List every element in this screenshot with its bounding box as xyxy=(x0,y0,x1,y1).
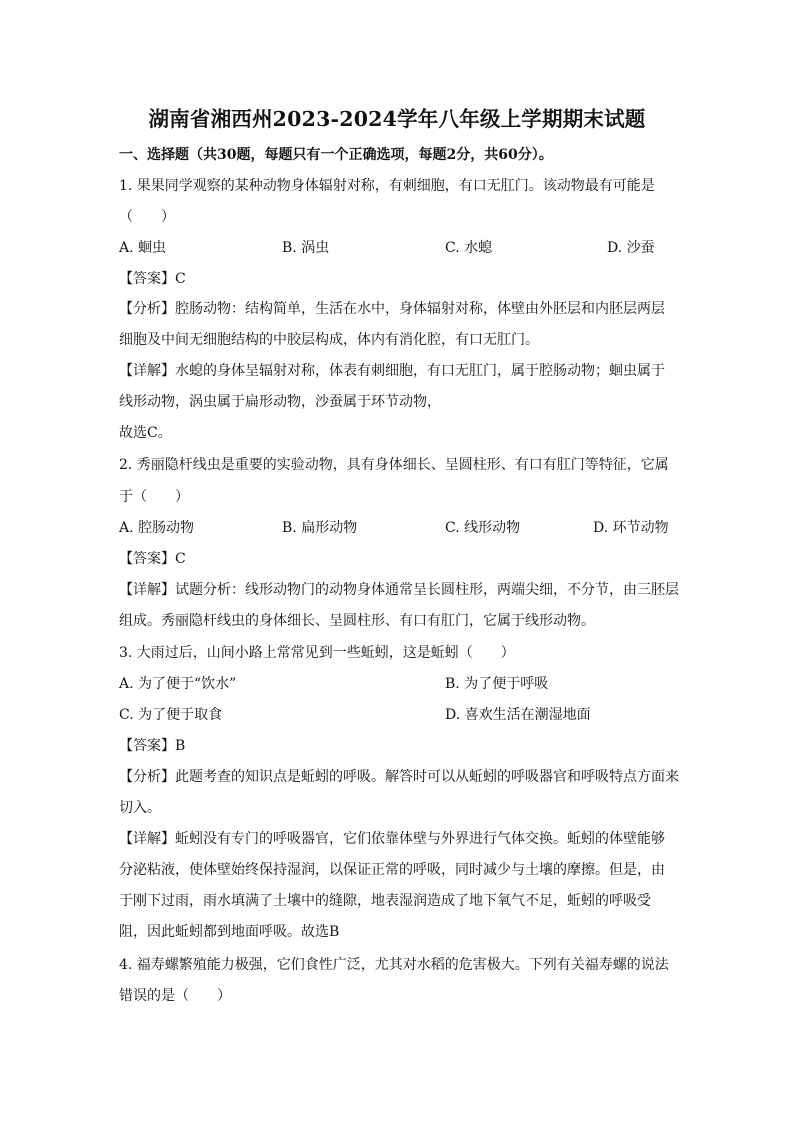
question-3-detail-line-2: 分泌粘液，使体壁始终保持湿润，以保证正常的呼吸，同时减少与土壤的摩擦。但是，由 xyxy=(119,862,665,878)
question-2-answer: 【答案】C xyxy=(119,551,186,567)
question-2-option-d: D. 环节动物 xyxy=(593,520,669,536)
question-4-stem-line-1: 4. 福寿螺繁殖能力极强，它们食性广泛，尤其对水稻的危害极大。下列有关福寿螺的说法 xyxy=(119,957,669,973)
question-3-option-b: B. 为了便于呼吸 xyxy=(445,676,549,692)
question-1-detail-line-3: 故选C。 xyxy=(119,425,172,441)
question-1-option-d: D. 沙蚕 xyxy=(607,240,655,256)
question-1-stem-line-2: （ ） xyxy=(119,209,175,225)
question-3-option-d: D. 喜欢生活在潮湿地面 xyxy=(445,707,591,723)
question-2-detail-line-2: 组成。秀丽隐杆线虫的身体细长、呈圆柱形、有口有肛门，它属于线形动物。 xyxy=(119,613,595,629)
question-3-detail-line-4: 阻，因此蚯蚓都到地面呼吸。故选B xyxy=(119,924,340,940)
question-1-detail-line-2: 线形动物，涡虫属于扁形动物，沙蚕属于环节动物， xyxy=(119,394,441,410)
question-3-option-a: A. 为了便于“饮水” xyxy=(119,676,237,692)
question-1-option-a: A. 蛔虫 xyxy=(119,240,167,256)
question-1-option-c: C. 水螅 xyxy=(445,240,493,256)
question-3-detail-line-1: 【详解】蚯蚓没有专门的呼吸器官，它们依靠体壁与外界进行气体交换。蚯蚓的体壁能够 xyxy=(119,831,665,847)
question-1-answer: 【答案】C xyxy=(119,271,186,287)
question-2-detail-line-1: 【详解】试题分析：线形动物门的动物身体通常呈长圆柱形，两端尖细，不分节，由三胚层 xyxy=(119,582,679,598)
question-2-option-a: A. 腔肠动物 xyxy=(119,520,195,536)
question-1-detail-line-1: 【详解】水螅的身体呈辐射对称，体表有刺细胞，有口无肛门，属于腔肠动物；蛔虫属于 xyxy=(119,363,665,379)
question-3-stem: 3. 大雨过后，山间小路上常常见到一些蚯蚓，这是蚯蚓（ ） xyxy=(119,645,515,661)
question-3-analysis-line-1: 【分析】此题考查的知识点是蚯蚓的呼吸。解答时可以从蚯蚓的呼吸器官和呼吸特点方面来 xyxy=(119,769,679,785)
question-3-answer: 【答案】B xyxy=(119,738,186,754)
question-1-analysis-line-1: 【分析】腔肠动物：结构简单，生活在水中，身体辐射对称，体壁由外胚层和内胚层两层 xyxy=(119,301,665,317)
question-2-option-b: B. 扁形动物 xyxy=(282,520,358,536)
question-3-detail-line-3: 于刚下过雨，雨水填满了土壤中的缝隙，地表湿润造成了地下氧气不足，蚯蚓的呼吸受 xyxy=(119,893,651,909)
question-1-stem-line-1: 1. 果果同学观察的某种动物身体辐射对称，有刺细胞，有口无肛门。该动物最有可能是 xyxy=(119,178,655,194)
question-1-analysis-line-2: 细胞及中间无细胞结构的中胶层构成，体内有消化腔，有口无肛门。 xyxy=(119,332,539,348)
question-2-option-c: C. 线形动物 xyxy=(445,520,521,536)
question-3-option-c: C. 为了便于取食 xyxy=(119,707,223,723)
question-2-stem-line-2: 于（ ） xyxy=(119,489,189,505)
question-4-stem-line-2: 错误的是（ ） xyxy=(119,988,231,1004)
section-heading: 一、选择题（共30题，每题只有一个正确选项，每题2分，共60分）。 xyxy=(119,147,553,163)
question-2-stem-line-1: 2. 秀丽隐杆线虫是重要的实验动物，具有身体细长、呈圆柱形、有口有肛门等特征，它属 xyxy=(119,457,669,473)
question-1-option-b: B. 涡虫 xyxy=(282,240,330,256)
question-3-analysis-line-2: 切入。 xyxy=(119,800,161,816)
document-title: 湖南省湘西州2023-2024学年八年级上学期期末试题 xyxy=(148,107,646,131)
